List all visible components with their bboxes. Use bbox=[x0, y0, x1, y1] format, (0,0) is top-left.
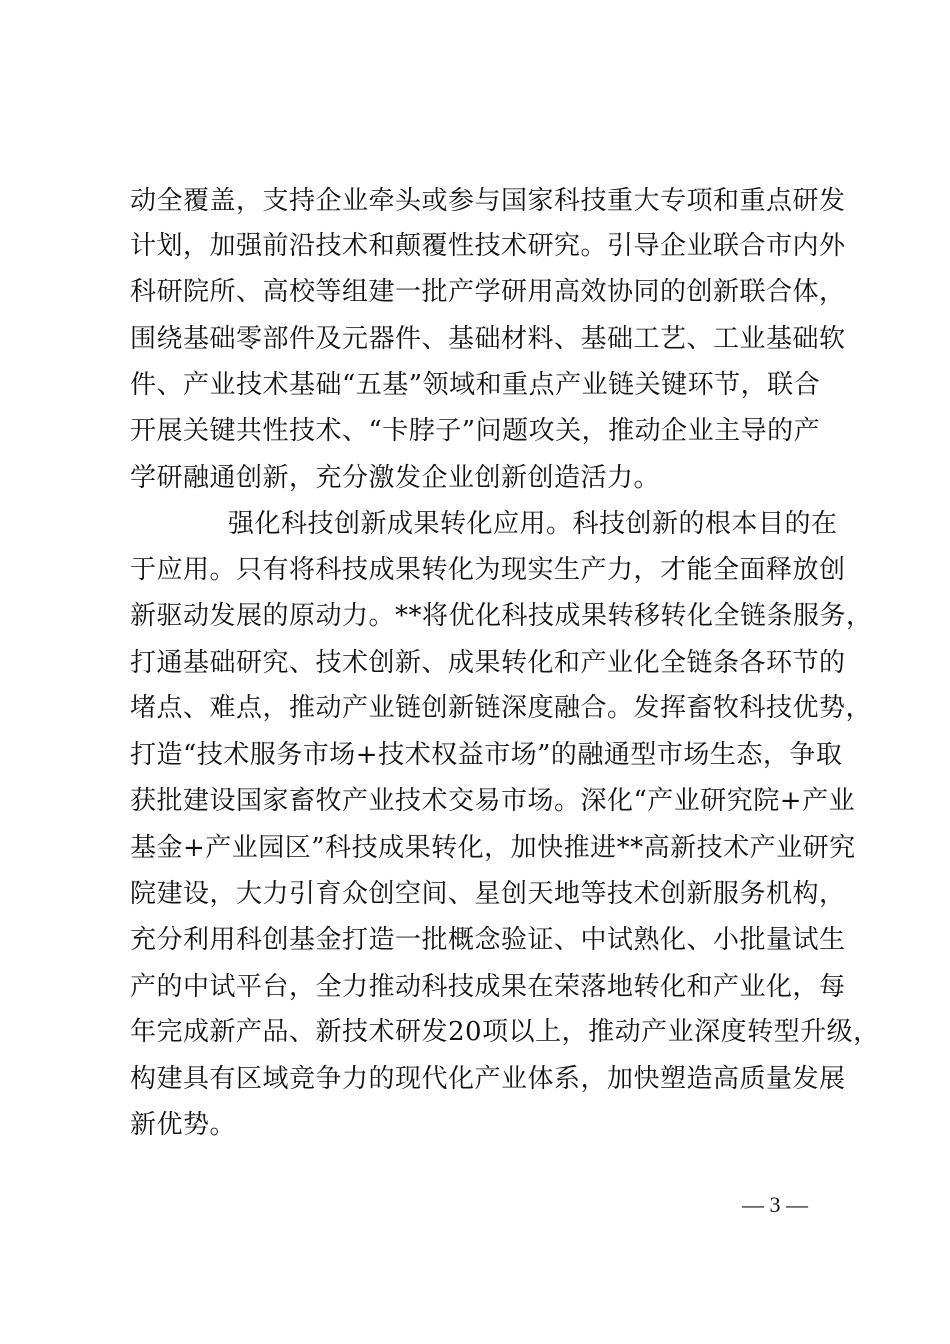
paragraph-2-line-5: 堵点、难点，推动产业链创新链深度融合。发挥畜牧科技优势， bbox=[130, 693, 873, 723]
paragraph-2-line-11: 产的中试平台，全力推动科技成果在荣落地转化和产业化，每 bbox=[130, 972, 846, 1002]
paragraph-2-line-4: 打通基础研究、技术创新、成果转化和产业化全链条各环节的 bbox=[130, 648, 846, 678]
paragraph-2-line-3: 新驱动发展的原动力。**将优化科技成果转移转化全链条服务， bbox=[130, 601, 873, 631]
paragraph-1-line-4: 围绕基础零部件及元器件、基础材料、基础工艺、工业基础软 bbox=[130, 324, 846, 354]
paragraph-2-line-9: 院建设，大力引育众创空间、星创天地等技术创新服务机构， bbox=[130, 879, 846, 909]
paragraph-1-line-3: 科研院所、高校等组建一批产学研用高效协同的创新联合体， bbox=[130, 277, 846, 307]
paragraph-2-line-1: 强化科技创新成果转化应用。科技创新的根本目的在 bbox=[228, 509, 838, 539]
paragraph-1-line-7: 学研融通创新，充分激发企业创新创造活力。 bbox=[130, 463, 661, 493]
paragraph-2-line-2: 于应用。只有将科技成果转化为现实生产力，才能全面释放创 bbox=[130, 555, 846, 585]
paragraph-2-line-12: 年完成新产品、新技术研发20项以上，推动产业深度转型升级， bbox=[130, 1017, 880, 1047]
paragraph-2-line-14: 新优势。 bbox=[130, 1110, 237, 1140]
paragraph-1-line-2: 计划，加强前沿技术和颠覆性技术研究。引导企业联合市内外 bbox=[130, 231, 846, 261]
page-number: — 3 — bbox=[742, 1192, 808, 1217]
paragraph-2-line-7: 获批建设国家畜牧产业技术交易市场。深化“产业研究院+产业 bbox=[130, 786, 856, 816]
paragraph-1-line-6: 开展关键共性技术、“卡脖子”问题攻关，推动企业主导的产 bbox=[130, 416, 821, 446]
paragraph-1-line-1: 动全覆盖，支持企业牵头或参与国家科技重大专项和重点研发 bbox=[130, 186, 846, 216]
paragraph-2-line-6: 打造“技术服务市场+技术权益市场”的融通型市场生态，争取 bbox=[130, 740, 843, 770]
paragraph-2-line-8: 基金+产业园区”科技成果转化，加快推进**高新技术产业研究 bbox=[130, 833, 856, 863]
paragraph-2-line-13: 构建具有区域竞争力的现代化产业体系，加快塑造高质量发展 bbox=[130, 1064, 846, 1094]
paragraph-2-line-10: 充分利用科创基金打造一批概念验证、中试熟化、小批量试生 bbox=[130, 925, 846, 955]
paragraph-1-line-5: 件、产业技术基础“五基”领域和重点产业链关键环节，联合 bbox=[130, 370, 821, 400]
